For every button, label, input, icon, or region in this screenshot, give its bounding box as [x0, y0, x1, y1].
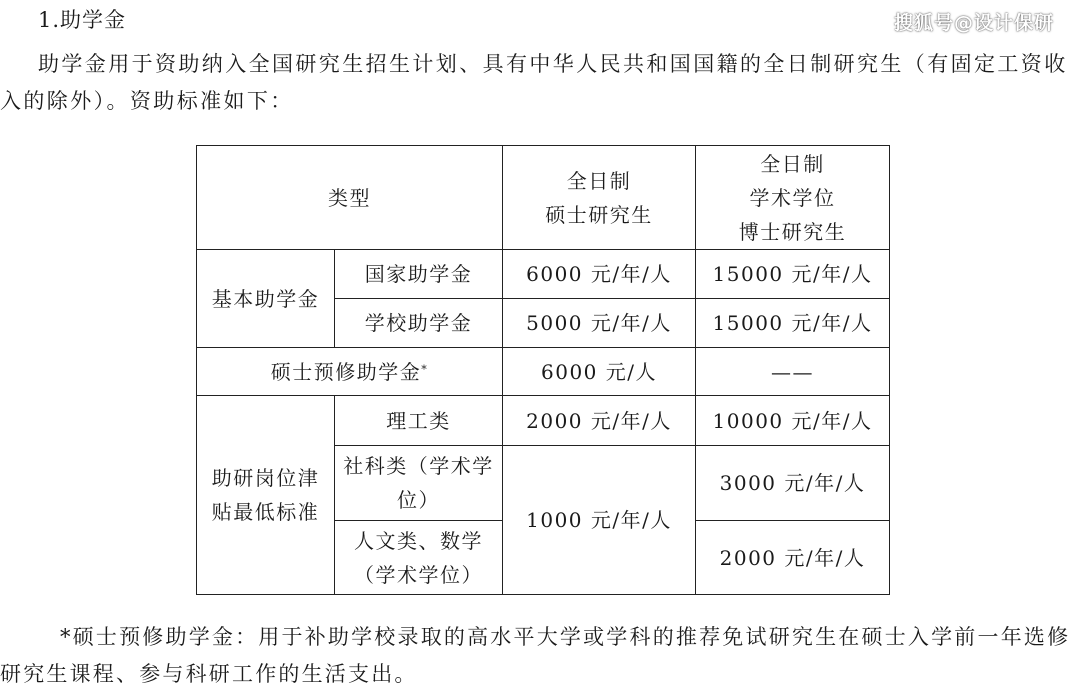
header-line: 全日制: [760, 151, 825, 176]
label-line: 社科类（学术学: [343, 454, 494, 478]
header-line: 全日制: [566, 168, 632, 193]
table-row: [197, 396, 890, 446]
table-header-row: [197, 146, 890, 250]
section-heading: 1.助学金: [38, 8, 127, 32]
cell-phd: 15000 元/年/人: [696, 250, 890, 299]
row-label: [335, 446, 503, 521]
table-row: [197, 348, 890, 396]
cell-master: 2000 元/年/人: [503, 396, 696, 446]
group-basic: 基本助学金: [197, 250, 335, 348]
source-watermark: 搜狐号@设计保研: [893, 12, 1054, 34]
cell-phd: 10000 元/年/人: [696, 396, 890, 446]
group-line: 贴最低标准: [211, 500, 320, 524]
header-line: 硕士研究生: [545, 202, 653, 227]
label-line: （学术学位）: [354, 562, 483, 587]
cell-master: 6000 元/人: [503, 348, 696, 396]
cell-phd: ——: [696, 348, 890, 396]
premaster-label: 硕士预修助学金: [270, 359, 422, 384]
cell-master-shared: 1000 元/年/人: [503, 446, 696, 595]
table-row: [197, 250, 890, 299]
cell-master: 5000 元/年/人: [503, 299, 696, 348]
row-label: 学校助学金: [335, 299, 503, 348]
header-type: 类型: [197, 146, 503, 250]
footnote-marker: *: [421, 362, 429, 376]
header-line: 博士研究生: [738, 219, 847, 244]
footnote-paragraph: *硕士预修助学金：用于补助学校录取的高水平大学或学科的推荐免试研究生在硕士入学前一年选修研究生课程、参与科研工作的生活支出。: [0, 625, 1071, 686]
group-line: 助研岗位津: [211, 466, 320, 490]
group-research: [197, 396, 335, 595]
row-label: 国家助学金: [335, 250, 503, 299]
row-label: 理工类: [335, 396, 503, 446]
cell-phd: 3000 元/年/人: [696, 446, 890, 521]
label-line: 位）: [397, 488, 440, 512]
cell-phd: 15000 元/年/人: [696, 299, 890, 348]
header-master: [503, 146, 696, 250]
row-label: [197, 348, 503, 396]
cell-phd: 2000 元/年/人: [696, 521, 890, 595]
header-phd: [696, 146, 890, 250]
header-line: 学术学位: [749, 185, 836, 210]
row-label: [335, 521, 503, 595]
grant-standards-table: [196, 145, 890, 595]
cell-master: 6000 元/年/人: [503, 250, 696, 299]
intro-paragraph: 助学金用于资助纳入全国研究生招生计划、具有中华人民共和国国籍的全日制研究生（有固定工资收入的除外）。资助标准如下：: [0, 52, 1068, 113]
label-line: 人文类、数学: [354, 528, 483, 553]
